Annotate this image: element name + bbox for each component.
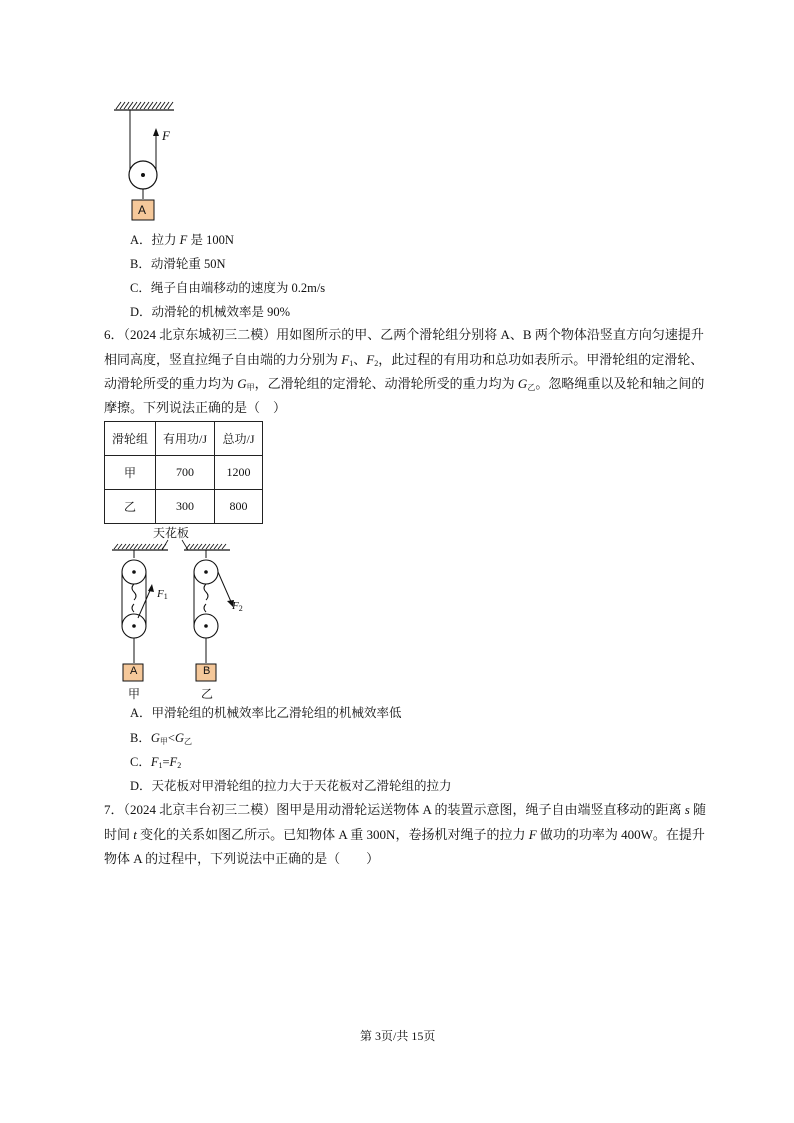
q6-stem-line-2: 相同高度，竖直拉绳子自由端的力分别为 $F_1$、$F_2$，此过程的有用功和总功如表所示。甲滑轮组的定滑轮、 bbox=[104, 352, 704, 368]
table-cell: 300 bbox=[156, 490, 215, 524]
figure-pulley-systems bbox=[108, 538, 248, 688]
table-header: 总功/J bbox=[215, 422, 263, 456]
page-footer: 第 3页/共 15页 bbox=[360, 1029, 436, 1043]
table-cell: 甲 bbox=[105, 456, 156, 490]
table-header: 有用功/J bbox=[156, 422, 215, 456]
table-cell: 1200 bbox=[215, 456, 263, 490]
table-cell: 800 bbox=[215, 490, 263, 524]
question-source: （2024 北京丰台初三二模） bbox=[123, 802, 277, 817]
table-row bbox=[105, 456, 263, 490]
q6-stem-line-4: 摩擦。下列说法正确的是（ ） bbox=[104, 400, 287, 415]
system-yi-label: 乙 bbox=[201, 687, 214, 701]
block-b-label: B bbox=[203, 665, 211, 677]
q5-option-b[interactable]: B．动滑轮重 50N bbox=[130, 257, 226, 271]
figure-movable-pulley bbox=[110, 100, 190, 222]
q7-stem-line-2: 时间 t 变化的关系如图乙所示。已知物体 A 重 300N，卷扬机对绳子的拉力 F 做功的功率为 400W。在提升 bbox=[104, 827, 705, 842]
table-header-row bbox=[105, 422, 263, 456]
question-number: 6． bbox=[104, 327, 124, 342]
force-f1-label: $F_1$ bbox=[157, 588, 168, 601]
q6-option-b[interactable]: B．$G_甲<G_乙$ bbox=[130, 731, 192, 746]
system-jia-label: 甲 bbox=[128, 687, 141, 701]
question-source: （2024 北京东城初三二模） bbox=[123, 327, 277, 342]
force-f2-label: $F_2$ bbox=[232, 600, 243, 613]
q6-option-a[interactable]: A．甲滑轮组的机械效率比乙滑轮组的机械效率低 bbox=[130, 706, 402, 720]
force-label: F bbox=[162, 128, 170, 143]
work-table bbox=[104, 421, 263, 524]
table-cell: 700 bbox=[156, 456, 215, 490]
question-number: 7． bbox=[104, 802, 124, 817]
q5-option-a[interactable]: A．拉力 F 是 100N bbox=[130, 233, 234, 247]
q6-option-c[interactable]: C．$F_1=F_2$ bbox=[130, 755, 182, 770]
force-arrow bbox=[153, 128, 159, 136]
q7-stem-line-1: 7．（2024 北京丰台初三二模）图甲是用动滑轮运送物体 A 的装置示意图，绳子自由端竖直移动的距离 s 随 bbox=[104, 802, 707, 817]
q5-option-c[interactable]: C．绳子自由端移动的速度为 0.2m/s bbox=[130, 281, 326, 295]
block-a-label: A bbox=[130, 665, 138, 677]
table-header: 滑轮组 bbox=[105, 422, 156, 456]
q6-stem-line-3: 动滑轮所受的重力均为 $G_甲$，乙滑轮组的定滑轮、动滑轮所受的重力均为 $G_乙$。忽略绳重以及轮和轴之间的 bbox=[104, 376, 705, 392]
table-row bbox=[105, 490, 263, 524]
q6-option-d[interactable]: D．天花板对甲滑轮组的拉力大于天花板对乙滑轮组的拉力 bbox=[130, 779, 452, 793]
q6-stem-line-1: 6．（2024 北京东城初三二模）用如图所示的甲、乙两个滑轮组分别将 A、B 两个物体沿竖直方向匀速提升 bbox=[104, 327, 704, 342]
ceiling-label: 天花板 bbox=[153, 526, 190, 540]
block-label: A bbox=[138, 203, 147, 217]
table-cell: 乙 bbox=[105, 490, 156, 524]
q5-option-d[interactable]: D．动滑轮的机械效率是 90% bbox=[130, 305, 291, 319]
q7-stem-line-3: 物体 A 的过程中，下列说法中正确的是（ ） bbox=[104, 851, 380, 866]
